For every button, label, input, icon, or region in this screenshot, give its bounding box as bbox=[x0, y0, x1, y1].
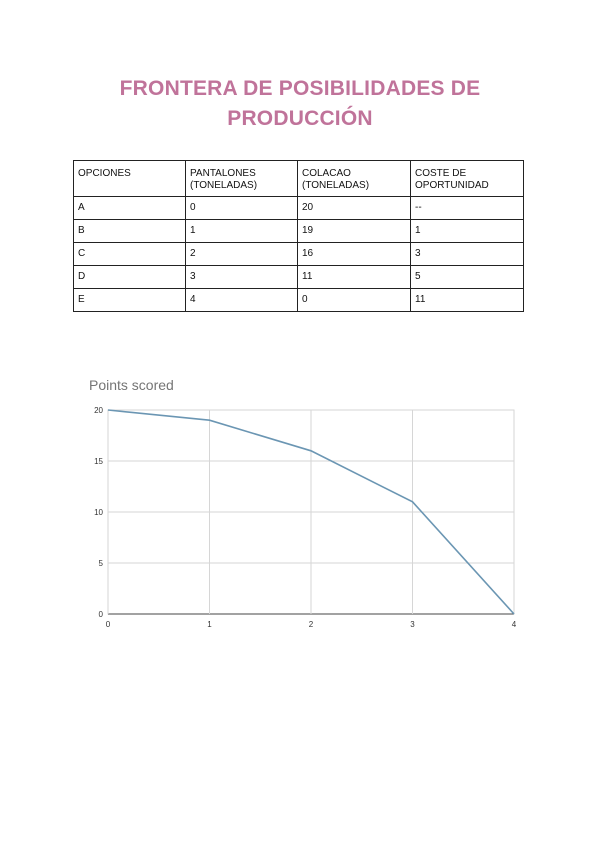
x-tick-label: 1 bbox=[207, 620, 212, 629]
header-text: (TONELADAS) bbox=[302, 180, 370, 191]
table-cell: 19 bbox=[298, 220, 411, 243]
table-cell: 0 bbox=[298, 289, 411, 312]
title-line-2: PRODUCCIÓN bbox=[227, 107, 373, 130]
table-cell: C bbox=[74, 243, 186, 266]
header-text: OPCIONES bbox=[78, 168, 131, 179]
table-cell: 5 bbox=[411, 266, 524, 289]
header-text: COSTE DE bbox=[415, 168, 467, 179]
table-cell: B bbox=[74, 220, 186, 243]
table-cell: 3 bbox=[411, 243, 524, 266]
table-cell: 3 bbox=[186, 266, 298, 289]
x-tick-label: 2 bbox=[308, 620, 314, 629]
title-line-1: FRONTERA DE POSIBILIDADES DE bbox=[119, 77, 481, 100]
table-cell: D bbox=[74, 266, 186, 289]
table-cell: 20 bbox=[298, 197, 411, 220]
y-tick-label: 5 bbox=[98, 559, 103, 568]
x-tick-label: 3 bbox=[410, 620, 415, 629]
table-cell: 16 bbox=[298, 243, 411, 266]
header-text: PANTALONES bbox=[190, 168, 256, 179]
table-cell: 4 bbox=[186, 289, 298, 312]
chart-title: Points scored bbox=[89, 377, 174, 393]
table-cell: 11 bbox=[411, 289, 524, 312]
header-text: COLACAO bbox=[302, 168, 351, 179]
table-cell: -- bbox=[411, 197, 524, 220]
table-cell: 1 bbox=[186, 220, 298, 243]
header-text: OPORTUNIDAD bbox=[415, 180, 489, 191]
table-cell: 11 bbox=[298, 266, 411, 289]
table-cell: A bbox=[74, 197, 186, 220]
x-tick-label: 4 bbox=[511, 620, 517, 629]
table-cell: E bbox=[74, 289, 186, 312]
y-tick-label: 10 bbox=[94, 508, 103, 517]
table-cell: 1 bbox=[411, 220, 524, 243]
table-cell: 2 bbox=[186, 243, 298, 266]
header-text: (TONELADAS) bbox=[190, 180, 258, 191]
y-tick-label: 20 bbox=[94, 406, 103, 415]
y-tick-label: 15 bbox=[94, 457, 103, 466]
y-tick-label: 0 bbox=[98, 610, 103, 619]
x-tick-label: 0 bbox=[105, 620, 111, 629]
table-cell: 0 bbox=[186, 197, 298, 220]
